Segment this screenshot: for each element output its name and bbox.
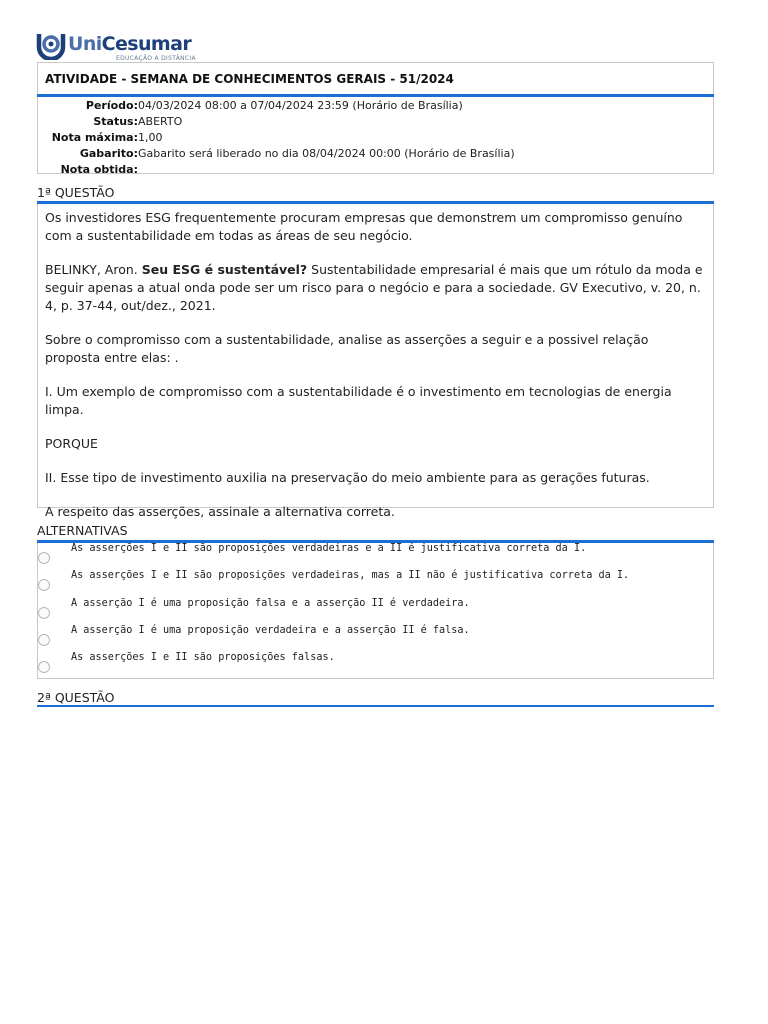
question-2-label: 2ª QUESTÃO [37,690,115,705]
info-label: Gabarito: [79,147,138,160]
question-reference [45,261,706,315]
brand-uni: Uni [68,33,102,55]
info-value: Gabarito será liberado no dia 08/04/2024 00:00 (Horário de Brasília) [138,147,515,160]
info-label: Status: [93,115,138,128]
reference-author: BELINKY, Aron. [45,262,142,277]
alternative-text[interactable]: As asserções I e II são proposições verdadeiras e a II é justificativa correta da I. [71,543,587,554]
question-2-divider [37,705,714,707]
alternative-radio[interactable] [38,634,50,646]
alternatives-label: ALTERNATIVAS [37,523,128,538]
alternative-e[interactable] [38,652,713,679]
alternative-radio[interactable] [38,579,50,591]
activity-info-panel [37,97,714,174]
question-prompt: Sobre o compromisso com a sustentabilidade, analise as asserções a seguir e a possivel relação proposta entre elas: . [45,332,649,365]
info-value: 04/03/2024 08:00 a 07/04/2024 23:59 (Horário de Brasília) [138,99,463,112]
brand-rest: Cesumar [101,33,192,55]
unicesumar-emblem-icon [36,30,66,60]
question-1-label: 1ª QUESTÃO [37,185,115,200]
assertion-connector: PORQUE [45,436,98,451]
alternative-radio[interactable] [38,607,50,619]
info-row-max-grade [38,130,713,146]
unicesumar-logo [36,30,196,64]
info-row-status [38,114,713,130]
reference-details: Sustentabilidade empresarial é mais que um rótulo da moda e seguir apenas a atual onda pode ser um risco para o negócio e para a sociedade. GV Executivo, v. 20, n. 4, p. 37-44, out/dez., 2021. [45,262,703,313]
question-intro: Os investidores ESG frequentemente procuram empresas que demonstrem um compromisso genuíno com a sustentabilidade em todas as áreas de seu negócio. [45,210,683,243]
info-row-grade-obtained [38,162,713,178]
brand-tagline: EDUCAÇÃO A DISTÂNCIA [116,55,196,62]
info-value: ABERTO [138,115,183,128]
info-row-answer-key [38,146,713,162]
alternative-radio[interactable] [38,552,50,564]
assertion-1: I. Um exemplo de compromisso com a sustentabilidade é o investimento em tecnologias de energia limpa. [45,384,672,417]
info-label: Nota obtida: [60,163,138,176]
question-instruction: A respeito das asserções, assinale a alternativa correta. [45,504,395,519]
activity-title: ATIVIDADE - SEMANA DE CONHECIMENTOS GERAIS - 51/2024 [37,62,714,94]
alternative-c[interactable] [38,598,713,625]
info-row-period [38,98,713,114]
alternative-text[interactable]: A asserção I é uma proposição falsa e a asserção II é verdadeira. [71,598,470,609]
alternative-text[interactable]: As asserções I e II são proposições falsas. [71,652,335,663]
brand-name [68,33,191,55]
alternatives-list [37,543,714,679]
question-1-body [37,204,714,519]
alternative-radio[interactable] [38,661,50,673]
alternative-text[interactable]: A asserção I é uma proposição verdadeira e a asserção II é falsa. [71,625,470,636]
alternative-text[interactable]: As asserções I e II são proposições verdadeiras, mas a II não é justificativa correta da I. [71,570,630,581]
alternative-a[interactable] [38,543,713,570]
info-label: Período: [85,99,138,112]
info-label: Nota máxima: [51,131,138,144]
reference-title: Seu ESG é sustentável? [141,262,308,277]
alternative-d[interactable] [38,625,713,652]
info-value: 1,00 [138,131,163,144]
assertion-2: II. Esse tipo de investimento auxilia na preservação do meio ambiente para as gerações futuras. [45,470,650,485]
alternative-b[interactable] [38,570,713,597]
